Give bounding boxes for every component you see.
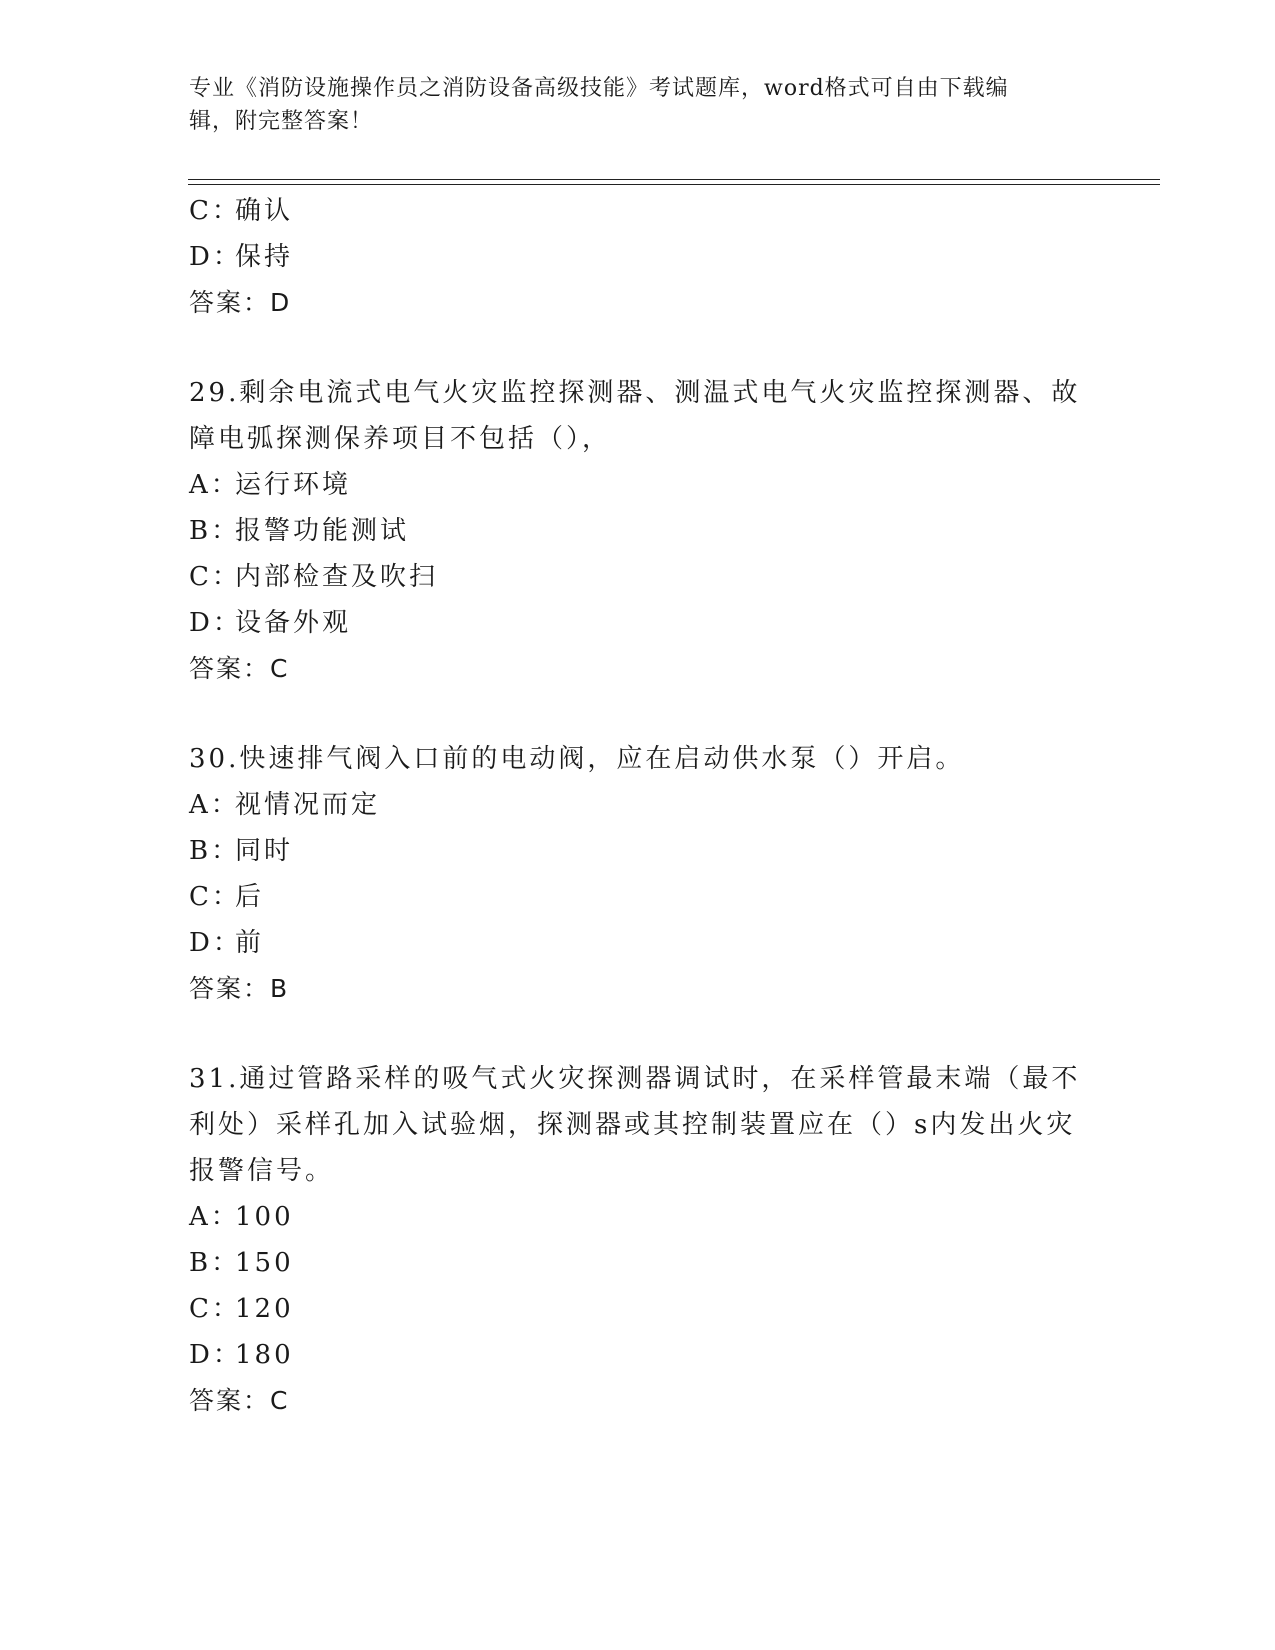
question-text-line: 利处）采样孔加入试验烟，探测器或其控制装置应在（）s内发出火灾: [189, 1110, 1076, 1140]
option-text: 120: [235, 1294, 294, 1324]
option-text: 内部检查及吹扫: [235, 562, 439, 592]
header-divider-top: [188, 179, 1160, 180]
answer-line: 答案：C: [189, 1386, 290, 1415]
question-text-line: 29.剩余电流式电气火灾监控探测器、测温式电气火灾监控探测器、故: [189, 378, 1081, 408]
header-divider-bottom: [188, 184, 1160, 185]
question-29: [189, 370, 1089, 692]
option-key: A：: [189, 1202, 240, 1232]
option-text: 后: [235, 882, 265, 912]
option-b: [189, 508, 1089, 554]
option-text: 保持: [235, 242, 294, 272]
prev-question-block: [189, 188, 1089, 326]
option-c: [189, 188, 1089, 234]
option-key: B：: [189, 1248, 241, 1278]
option-key: D：: [189, 1340, 242, 1370]
document-header: [189, 72, 1089, 138]
option-key: D：: [189, 928, 242, 958]
option-text: 150: [235, 1248, 294, 1278]
question-list: [189, 188, 1089, 1424]
option-b: [189, 828, 1089, 874]
header-line-2: 辑，附完整答案！: [189, 109, 374, 134]
option-text: 同时: [235, 836, 294, 866]
option-text: 运行环境: [235, 470, 352, 500]
option-key: C：: [189, 196, 241, 226]
option-text: 设备外观: [235, 608, 352, 638]
option-key: D：: [189, 242, 242, 272]
option-key: C：: [189, 562, 241, 592]
question-text-line: 30.快速排气阀入口前的电动阀，应在启动供水泵（）开启。: [189, 744, 965, 774]
option-key: B：: [189, 516, 241, 546]
option-key: C：: [189, 1294, 241, 1324]
option-c: [189, 1286, 1089, 1332]
question-text-line: 31.通过管路采样的吸气式火灾探测器调试时，在采样管最末端（最不: [189, 1064, 1081, 1094]
option-text: 180: [235, 1340, 294, 1370]
question-text-line: 障电弧探测保养项目不包括（），: [189, 424, 612, 454]
option-text: 报警功能测试: [235, 516, 410, 546]
option-text: 100: [235, 1202, 294, 1232]
option-a: [189, 1194, 1089, 1240]
option-key: A：: [189, 790, 240, 820]
option-d: [189, 1332, 1089, 1378]
option-key: A：: [189, 470, 240, 500]
answer-line: 答案：C: [189, 654, 290, 683]
question-text: [189, 1056, 1089, 1194]
option-c: [189, 874, 1089, 920]
option-d: [189, 920, 1089, 966]
option-key: B：: [189, 836, 241, 866]
option-key: D：: [189, 608, 242, 638]
question-text-line: 报警信号。: [189, 1156, 335, 1186]
option-c: [189, 554, 1089, 600]
option-d: [189, 234, 1089, 280]
question-31: [189, 1056, 1089, 1424]
answer-line: 答案：D: [189, 288, 292, 317]
question-text: [189, 736, 1089, 782]
option-d: [189, 600, 1089, 646]
option-text: 确认: [235, 196, 294, 226]
option-a: [189, 782, 1089, 828]
option-text: 视情况而定: [235, 790, 381, 820]
option-a: [189, 462, 1089, 508]
header-line-1: 专业《消防设施操作员之消防设备高级技能》考试题库，word格式可自由下载编: [189, 76, 1009, 101]
answer-line: 答案：B: [189, 974, 290, 1003]
question-30: [189, 736, 1089, 1012]
question-text: [189, 370, 1089, 462]
option-key: C：: [189, 882, 241, 912]
option-text: 前: [235, 928, 265, 958]
option-b: [189, 1240, 1089, 1286]
